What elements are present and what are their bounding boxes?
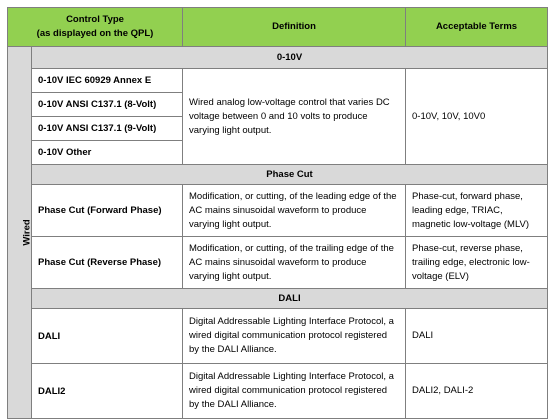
section-title-dali: DALI	[32, 289, 548, 309]
control-type-name: DALI	[32, 309, 183, 364]
table-row	[8, 69, 548, 93]
table-row	[8, 309, 548, 364]
control-type-name: 0-10V Other	[32, 141, 183, 165]
terms-cell: DALI	[406, 309, 548, 364]
header-control-type-line2: (as displayed on the QPL)	[36, 28, 154, 39]
control-type-name: DALI2	[32, 364, 183, 419]
section-row-dali	[8, 289, 548, 309]
control-type-name: Phase Cut (Reverse Phase)	[32, 237, 183, 289]
definition-cell: Modification, or cutting, of the leading edge of the AC mains sinusoidal waveform to produce varying light output.	[183, 185, 406, 237]
control-types-table	[7, 7, 548, 419]
header-row	[8, 8, 548, 47]
section-row-phase-cut	[8, 165, 548, 185]
section-title-0-10v: 0-10V	[32, 47, 548, 69]
header-acceptable-terms: Acceptable Terms	[406, 8, 548, 47]
table-row	[8, 364, 548, 419]
control-type-name: 0-10V ANSI C137.1 (8-Volt)	[32, 93, 183, 117]
definition-cell: Wired analog low-voltage control that varies DC voltage between 0 and 10 volts to produce varying light output.	[183, 69, 406, 165]
section-row-0-10v	[8, 47, 548, 69]
header-control-type-line1: Control Type	[66, 14, 124, 25]
table-row	[8, 185, 548, 237]
definition-cell: Digital Addressable Lighting Interface Protocol, a wired digital communication protocol registered by the DALI Alliance.	[183, 364, 406, 419]
header-definition: Definition	[183, 8, 406, 47]
terms-cell: DALI2, DALI-2	[406, 364, 548, 419]
table-row	[8, 237, 548, 289]
terms-cell: 0-10V, 10V, 10V0	[406, 69, 548, 165]
terms-cell: Phase-cut, reverse phase, trailing edge, electronic low-voltage (ELV)	[406, 237, 548, 289]
control-type-name: 0-10V IEC 60929 Annex E	[32, 69, 183, 93]
control-type-name: Phase Cut (Forward Phase)	[32, 185, 183, 237]
control-type-name: 0-10V ANSI C137.1 (9-Volt)	[32, 117, 183, 141]
header-control-type	[8, 8, 183, 47]
definition-cell: Digital Addressable Lighting Interface Protocol, a wired digital communication protocol registered by the DALI Alliance.	[183, 309, 406, 364]
wired-label: Wired	[21, 219, 33, 246]
terms-cell: Phase-cut, forward phase, leading edge, TRIAC, magnetic low-voltage (MLV)	[406, 185, 548, 237]
definition-cell: Modification, or cutting, of the trailing edge of the AC mains sinusoidal waveform to produce varying light output.	[183, 237, 406, 289]
section-title-phase-cut: Phase Cut	[32, 165, 548, 185]
wired-side-label	[8, 47, 32, 419]
